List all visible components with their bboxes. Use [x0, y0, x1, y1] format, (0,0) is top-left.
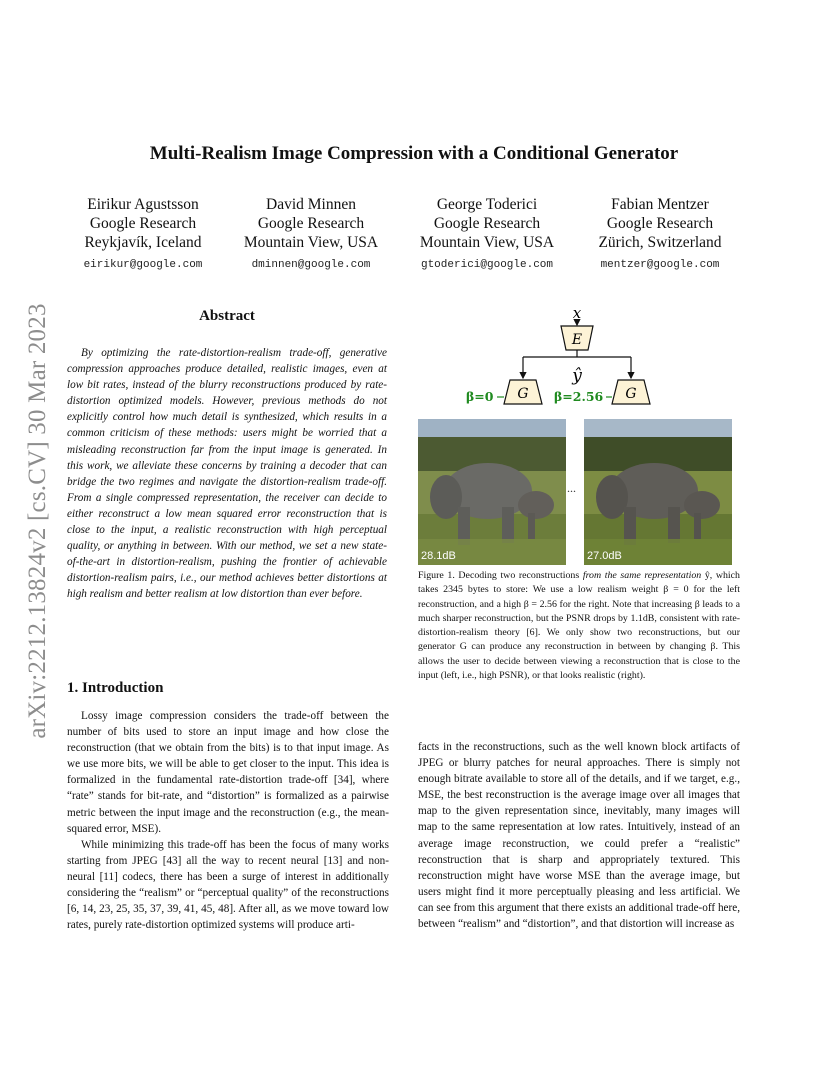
- author-email[interactable]: eirikur@google.com: [83, 259, 203, 271]
- arxiv-stamp-text: arXiv:2212.13824v2 [cs.CV] 30 Mar 2023: [24, 303, 51, 739]
- figure-diagram: [418, 300, 740, 418]
- abstract-text: By optimizing the rate-distortion-realism trade-off, generative compression approaches produce detailed, realistic images, even at low bit rates, instead of the blurry reconstructions produced by rate-distortion optimized models. However, previous methods do not explicitly control how much detail is synthesized, which results in a common criticism of these methods: users might be worried that a misleading reconstruction far from the input image is generated. In this work, we alleviate these concerns by training a decoder that can bridge the two regimes and navigate the distortion-realism trade-off. From a single compressed representation, the receiver can decide to either reconstruct a low mean squared error reconstruction that is close to the input, a realistic reconstruction with high perceptual quality, or anything in between. With our method, we set a new state-of-the-art in distortion-realism, pushing the frontier of achievable distortion-realism pairs, i.e., our method achieves better distortions at high realism and better realism at low distortion than ever before.: [67, 347, 387, 601]
- latent-label: ŷ: [572, 366, 582, 386]
- author-name: George Toderici: [436, 196, 538, 213]
- psnr-left-label: 28.1dB: [421, 550, 456, 562]
- author-location: Reykjavík, Iceland: [84, 234, 202, 251]
- author-location: Mountain View, USA: [243, 234, 379, 251]
- author-email[interactable]: mentzer@google.com: [600, 259, 720, 271]
- author-2: [211, 195, 411, 275]
- author-email[interactable]: gtoderici@google.com: [420, 259, 554, 271]
- ellipsis: ...: [567, 481, 576, 495]
- abstract-heading: Abstract: [199, 308, 255, 324]
- caption-prefix: Figure 1. Decoding two reconstructions: [418, 570, 583, 581]
- beta-left-label: β=0: [466, 389, 494, 404]
- author-affiliation: Google Research: [89, 215, 197, 232]
- author-3: [387, 195, 587, 275]
- author-affiliation: Google Research: [433, 215, 541, 232]
- author-name: Fabian Mentzer: [611, 196, 709, 213]
- input-x-label: x: [572, 304, 582, 322]
- author-name: David Minnen: [266, 196, 356, 213]
- caption-body: ŷ, which takes 2345 bytes to store: We use a low realism weight β = 0 for the left reconstruction, and a high β = 2.56 for the right. Note that increasing β leads to a much sharper reconstruction, but the PSNR drops by 1.1dB, consistent with rate-distortion-realism theory [6]. We only show two reconstructions, but our generator G can produce any reconstruction in between by changing β. This allows the user to decide between viewing a reconstruction that is close to the input (left, i.e., high PSNR), or that looks realistic (right).: [418, 570, 740, 682]
- arxiv-stamp: [18, 283, 58, 759]
- generator-left-label: G: [517, 386, 529, 402]
- caption-emphasis: from the same representation: [582, 570, 702, 581]
- psnr-right-label: 27.0dB: [587, 550, 622, 562]
- author-affiliation: Google Research: [257, 215, 365, 232]
- author-location: Mountain View, USA: [419, 234, 555, 251]
- generator-right-label: G: [625, 386, 637, 402]
- encoder-label: E: [571, 332, 583, 348]
- author-location: Zürich, Switzerland: [598, 234, 722, 251]
- section-heading: 1. Introduction: [67, 680, 164, 696]
- author-affiliation: Google Research: [606, 215, 714, 232]
- intro-paragraph-2: While minimizing this trade-off has been the focus of many works starting from JPEG [43] all the way to recent neural [13] and non-neural [11] codecs, there has been a surge of interest in additionally considering the “realism” or “perceptual quality” of the reconstructions [6, 14, 23, 25, 35, 37, 39, 41, 45, 48]. After all, as we move toward low rates, purely rate-distortion optimized systems will produce arti-: [67, 838, 389, 932]
- beta-right-label: β=2.56: [554, 389, 604, 404]
- author-4: [560, 195, 760, 275]
- intro-right-column: facts in the reconstructions, such as the well known block artifacts of JPEG or blurry patches for neural approaches. There is simply not enough bitrate available to store all of the details, and if we target, e.g., MSE, the best reconstruction is the average image over all images that map to the given representation since, inevitably, many images will map to the same representation at low rates. Intuitively, instead of an average image reconstruction, we could prefer a “realistic” reconstruction that is sharp and appropriately textured. This reconstruction might have worse MSE than the average image, but users might find it more perceptually pleasing and less artificial. We can see from this argument that there exists an additional trade-off here, between “realism” and “distortion”, and that distortion will increase as: [418, 741, 740, 931]
- reconstruction-right-image: [584, 419, 732, 565]
- author-email[interactable]: dminnen@google.com: [251, 259, 371, 271]
- author-name: Eirikur Agustsson: [87, 196, 199, 213]
- figure-caption: [418, 569, 740, 683]
- intro-left-column: [67, 708, 389, 933]
- intro-paragraph-1: Lossy image compression considers the trade-off between the number of bits used to store an input image and how close the reconstruction (that we obtain from the bits) is to that input image. As we use more bits, we will be able to get closer to the input. This idea is formalized in the fundamental rate-distortion trade-off [34], where “rate” stands for bit-rate, and “distortion” is formalized as a pairwise metric between the input image and the reconstruction (e.g., the mean-squared error, MSE).: [67, 710, 389, 835]
- reconstruction-left-image: [418, 419, 566, 565]
- paper-title: Multi-Realism Image Compression with a Conditional Generator: [149, 143, 679, 164]
